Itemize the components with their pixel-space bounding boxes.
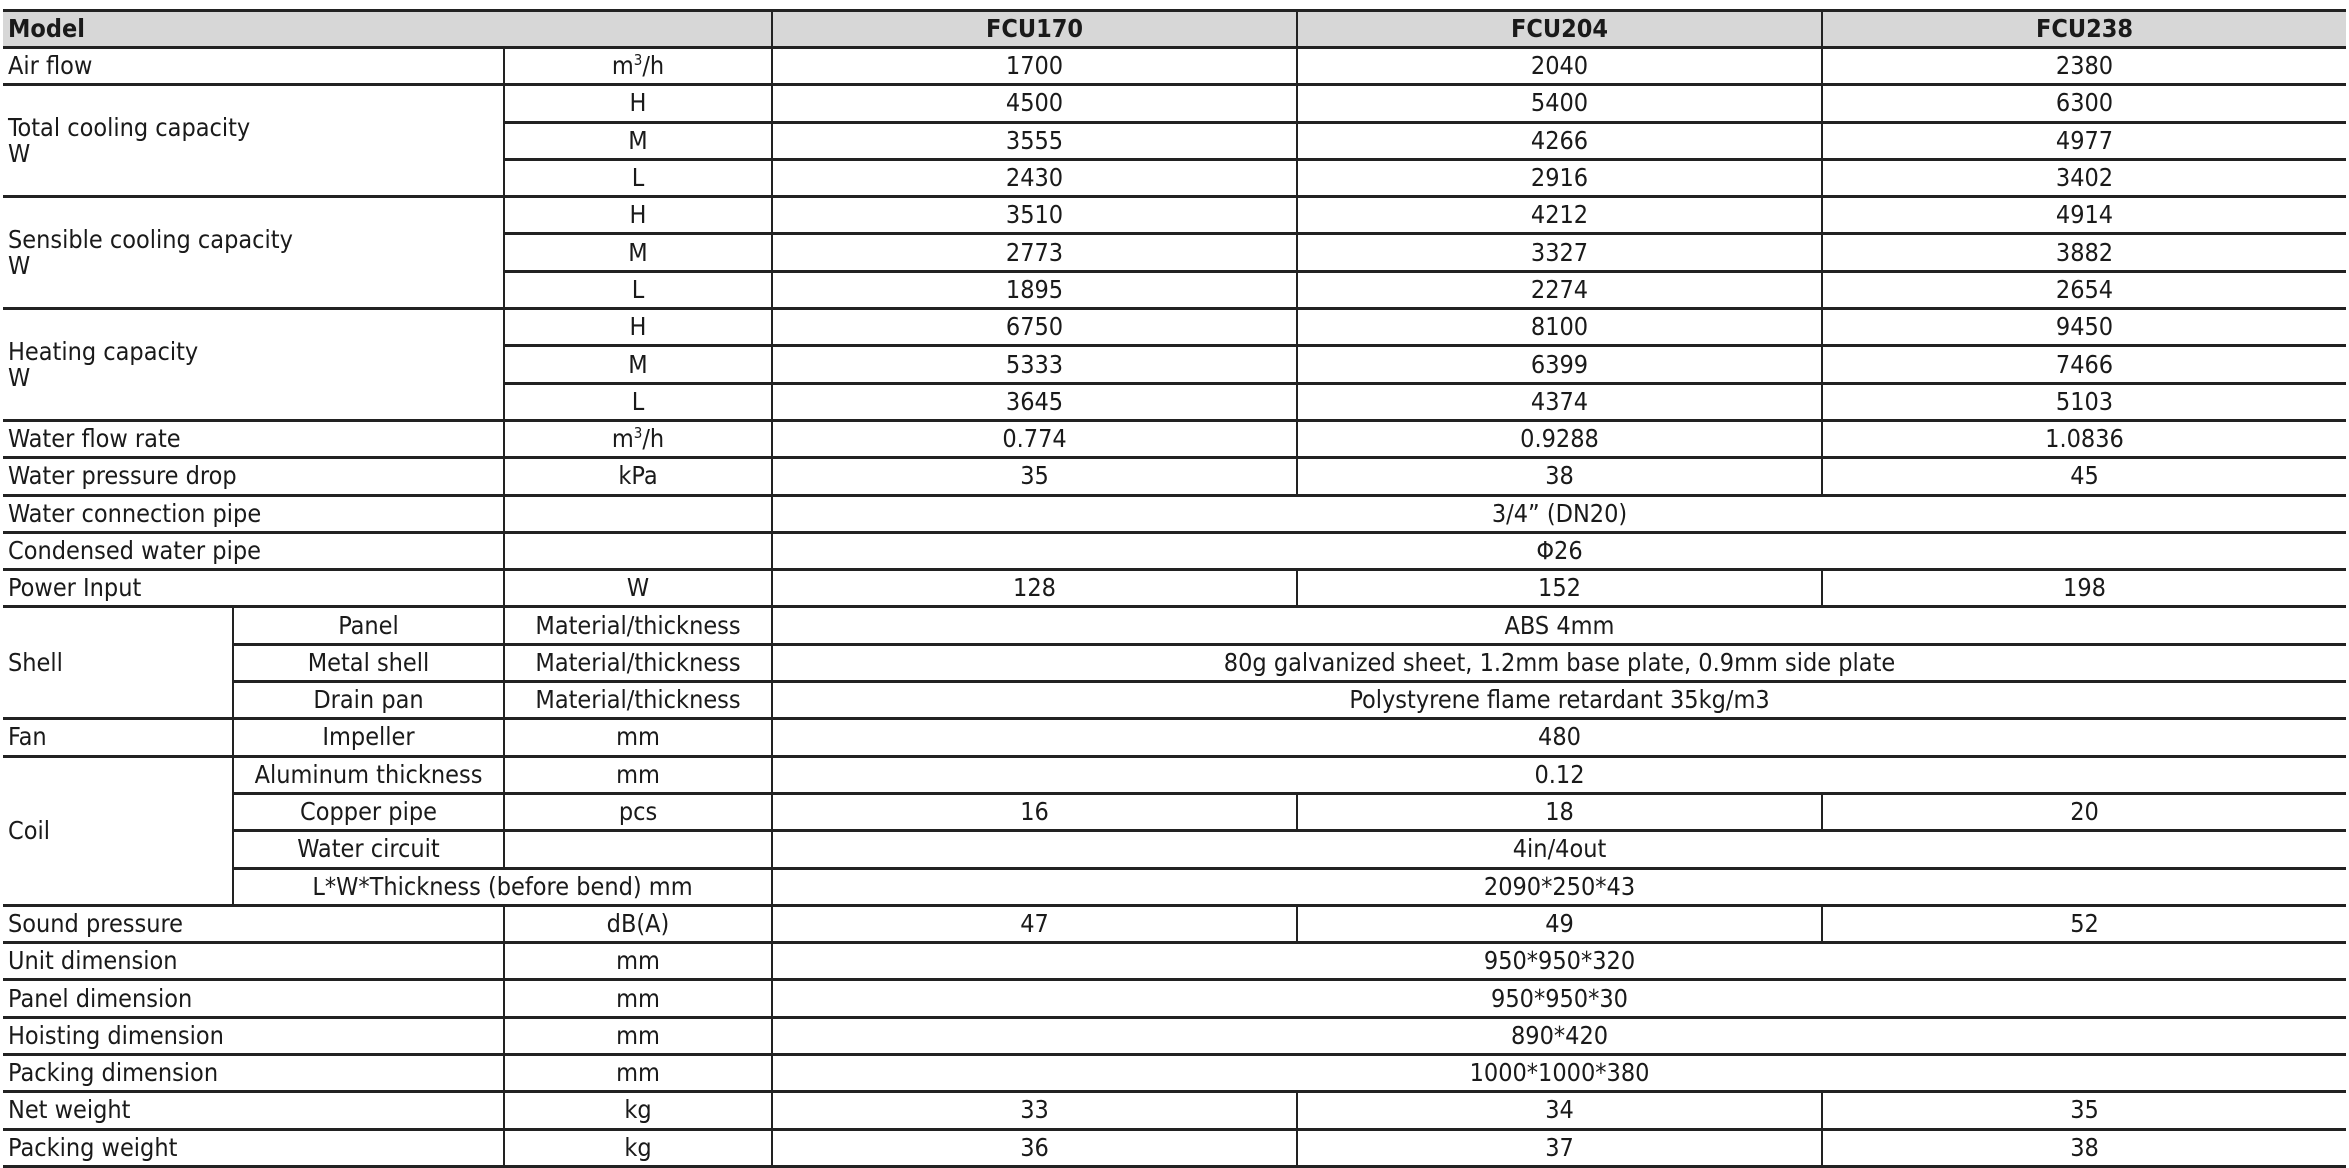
unit-cell: Material/thickness	[504, 644, 772, 681]
air-flow-row	[3, 48, 2346, 85]
value-cell: 1895	[772, 271, 1297, 308]
value-cell: 18	[1297, 793, 1822, 830]
value-cell: 3882	[1822, 234, 2346, 271]
unit-cell	[504, 495, 772, 532]
value-cell: 36	[772, 1129, 1297, 1166]
value-cell: 5103	[1822, 383, 2346, 420]
value-cell: 2274	[1297, 271, 1822, 308]
value-cell: 2916	[1297, 159, 1822, 196]
value-cell: 1000*1000*380	[772, 1055, 2346, 1092]
unit-cell: mm	[504, 980, 772, 1017]
value-cell: ABS 4mm	[772, 607, 2346, 644]
value-cell: 4374	[1297, 383, 1822, 420]
value-cell: 47	[772, 905, 1297, 942]
row-label: Panel dimension	[3, 980, 504, 1017]
value-cell: 4914	[1822, 197, 2346, 234]
value-cell: 2040	[1297, 48, 1822, 85]
coil-label: Coil	[3, 756, 233, 905]
speed-cell: M	[504, 122, 772, 159]
value-cell: 7466	[1822, 346, 2346, 383]
row-label: Net weight	[3, 1092, 504, 1129]
packing-dimension-row	[3, 1055, 2346, 1092]
value-cell: 20	[1822, 793, 2346, 830]
row-label: Power Input	[3, 570, 504, 607]
value-cell: 6750	[772, 309, 1297, 346]
speed-cell: M	[504, 234, 772, 271]
heating-h-row	[3, 309, 2346, 346]
coil-copper-row	[3, 793, 2346, 830]
water-pressure-row	[3, 458, 2346, 495]
value-cell: 49	[1297, 905, 1822, 942]
value-cell: 1.0836	[1822, 420, 2346, 457]
heating-label: Heating capacity W	[3, 309, 504, 421]
coil-water-circuit-row	[3, 831, 2346, 868]
model-header: Model	[3, 11, 772, 48]
value-cell: 1700	[772, 48, 1297, 85]
speed-cell: M	[504, 346, 772, 383]
value-cell: 152	[1297, 570, 1822, 607]
unit-cell	[504, 831, 772, 868]
total-cooling-h-row	[3, 85, 2346, 122]
value-cell: 4977	[1822, 122, 2346, 159]
sensible-cooling-h-row	[3, 197, 2346, 234]
model-fcu170-header: FCU170	[772, 11, 1297, 48]
row-label: Water pressure drop	[3, 458, 504, 495]
coil-size-row	[3, 868, 2346, 905]
value-cell: 3327	[1297, 234, 1822, 271]
unit-cell: pcs	[504, 793, 772, 830]
shell-metal-row	[3, 644, 2346, 681]
water-connection-row	[3, 495, 2346, 532]
value-cell: 2654	[1822, 271, 2346, 308]
value-cell: 3/4” (DN20)	[772, 495, 2346, 532]
unit-cell: kg	[504, 1129, 772, 1166]
value-cell: 33	[772, 1092, 1297, 1129]
unit-cell: mm	[504, 719, 772, 756]
value-cell: 0.9288	[1297, 420, 1822, 457]
value-cell: Φ26	[772, 532, 2346, 569]
value-cell: 0.774	[772, 420, 1297, 457]
value-cell: 0.12	[772, 756, 2346, 793]
shell-label: Shell	[3, 607, 233, 719]
value-cell: 2773	[772, 234, 1297, 271]
value-cell: 38	[1822, 1129, 2346, 1166]
value-cell: 4in/4out	[772, 831, 2346, 868]
speed-cell: L	[504, 383, 772, 420]
hoisting-dimension-row	[3, 1017, 2346, 1054]
unit-cell: mm	[504, 943, 772, 980]
unit-dimension-row	[3, 943, 2346, 980]
sensible-cooling-label: Sensible cooling capacity W	[3, 197, 504, 309]
value-cell: 80g galvanized sheet, 1.2mm base plate, 0.9mm side plate	[772, 644, 2346, 681]
value-cell: 35	[1822, 1092, 2346, 1129]
value-cell: 950*950*320	[772, 943, 2346, 980]
unit-cell: kg	[504, 1092, 772, 1129]
value-cell: 4500	[772, 85, 1297, 122]
value-cell: 2430	[772, 159, 1297, 196]
value-cell: 5400	[1297, 85, 1822, 122]
unit-cell: Material/thickness	[504, 607, 772, 644]
unit-cell	[504, 532, 772, 569]
value-cell: 5333	[772, 346, 1297, 383]
model-fcu238-header: FCU238	[1822, 11, 2346, 48]
packing-weight-row	[3, 1129, 2346, 1166]
coil-aluminum-row	[3, 756, 2346, 793]
value-cell: 45	[1822, 458, 2346, 495]
value-cell: 52	[1822, 905, 2346, 942]
spec-table	[3, 9, 2346, 1168]
row-label: Condensed water pipe	[3, 532, 504, 569]
fan-label: Fan	[3, 719, 233, 756]
shell-drain-row	[3, 682, 2346, 719]
part-cell: Drain pan	[233, 682, 504, 719]
power-input-row	[3, 570, 2346, 607]
value-cell: 3645	[772, 383, 1297, 420]
water-flow-row	[3, 420, 2346, 457]
panel-dimension-row	[3, 980, 2346, 1017]
value-cell: 3555	[772, 122, 1297, 159]
row-label: Water connection pipe	[3, 495, 504, 532]
value-cell: 2380	[1822, 48, 2346, 85]
row-label: Sound pressure	[3, 905, 504, 942]
value-cell: 34	[1297, 1092, 1822, 1129]
speed-cell: H	[504, 85, 772, 122]
row-label: Air flow	[3, 48, 504, 85]
value-cell: 890*420	[772, 1017, 2346, 1054]
row-label: Hoisting dimension	[3, 1017, 504, 1054]
unit-cell: Material/thickness	[504, 682, 772, 719]
row-label: Water flow rate	[3, 420, 504, 457]
part-cell: Metal shell	[233, 644, 504, 681]
part-cell: Panel	[233, 607, 504, 644]
part-cell: Aluminum thickness	[233, 756, 504, 793]
value-cell: 3402	[1822, 159, 2346, 196]
unit-cell: dB(A)	[504, 905, 772, 942]
speed-cell: L	[504, 271, 772, 308]
row-label: Packing dimension	[3, 1055, 504, 1092]
value-cell: 38	[1297, 458, 1822, 495]
value-cell: 6300	[1822, 85, 2346, 122]
condensed-pipe-row	[3, 532, 2346, 569]
unit-cell: kPa	[504, 458, 772, 495]
fan-row	[3, 719, 2346, 756]
value-cell: 8100	[1297, 309, 1822, 346]
speed-cell: L	[504, 159, 772, 196]
sound-row	[3, 905, 2346, 942]
value-cell: 950*950*30	[772, 980, 2346, 1017]
header-row	[3, 11, 2346, 48]
unit-cell: mm	[504, 756, 772, 793]
value-cell: 37	[1297, 1129, 1822, 1166]
value-cell: Polystyrene flame retardant 35kg/m3	[772, 682, 2346, 719]
model-fcu204-header: FCU204	[1297, 11, 1822, 48]
part-cell: Copper pipe	[233, 793, 504, 830]
speed-cell: H	[504, 309, 772, 346]
unit-cell: W	[504, 570, 772, 607]
value-cell: 16	[772, 793, 1297, 830]
part-cell: Water circuit	[233, 831, 504, 868]
shell-panel-row	[3, 607, 2346, 644]
value-cell: 198	[1822, 570, 2346, 607]
net-weight-row	[3, 1092, 2346, 1129]
value-cell: 128	[772, 570, 1297, 607]
unit-cell: mm	[504, 1017, 772, 1054]
part-cell: L*W*Thickness (before bend) mm	[233, 868, 772, 905]
row-label: Packing weight	[3, 1129, 504, 1166]
value-cell: 35	[772, 458, 1297, 495]
value-cell: 480	[772, 719, 2346, 756]
value-cell: 9450	[1822, 309, 2346, 346]
unit-cell: $m^3/h$	[504, 420, 772, 457]
part-cell: Impeller	[233, 719, 504, 756]
value-cell: 2090*250*43	[772, 868, 2346, 905]
value-cell: 6399	[1297, 346, 1822, 383]
unit-cell: mm	[504, 1055, 772, 1092]
value-cell: 3510	[772, 197, 1297, 234]
row-label: Unit dimension	[3, 943, 504, 980]
speed-cell: H	[504, 197, 772, 234]
total-cooling-label: Total cooling capacity W	[3, 85, 504, 197]
value-cell: 4266	[1297, 122, 1822, 159]
unit-cell: $m^3/h$	[504, 48, 772, 85]
value-cell: 4212	[1297, 197, 1822, 234]
